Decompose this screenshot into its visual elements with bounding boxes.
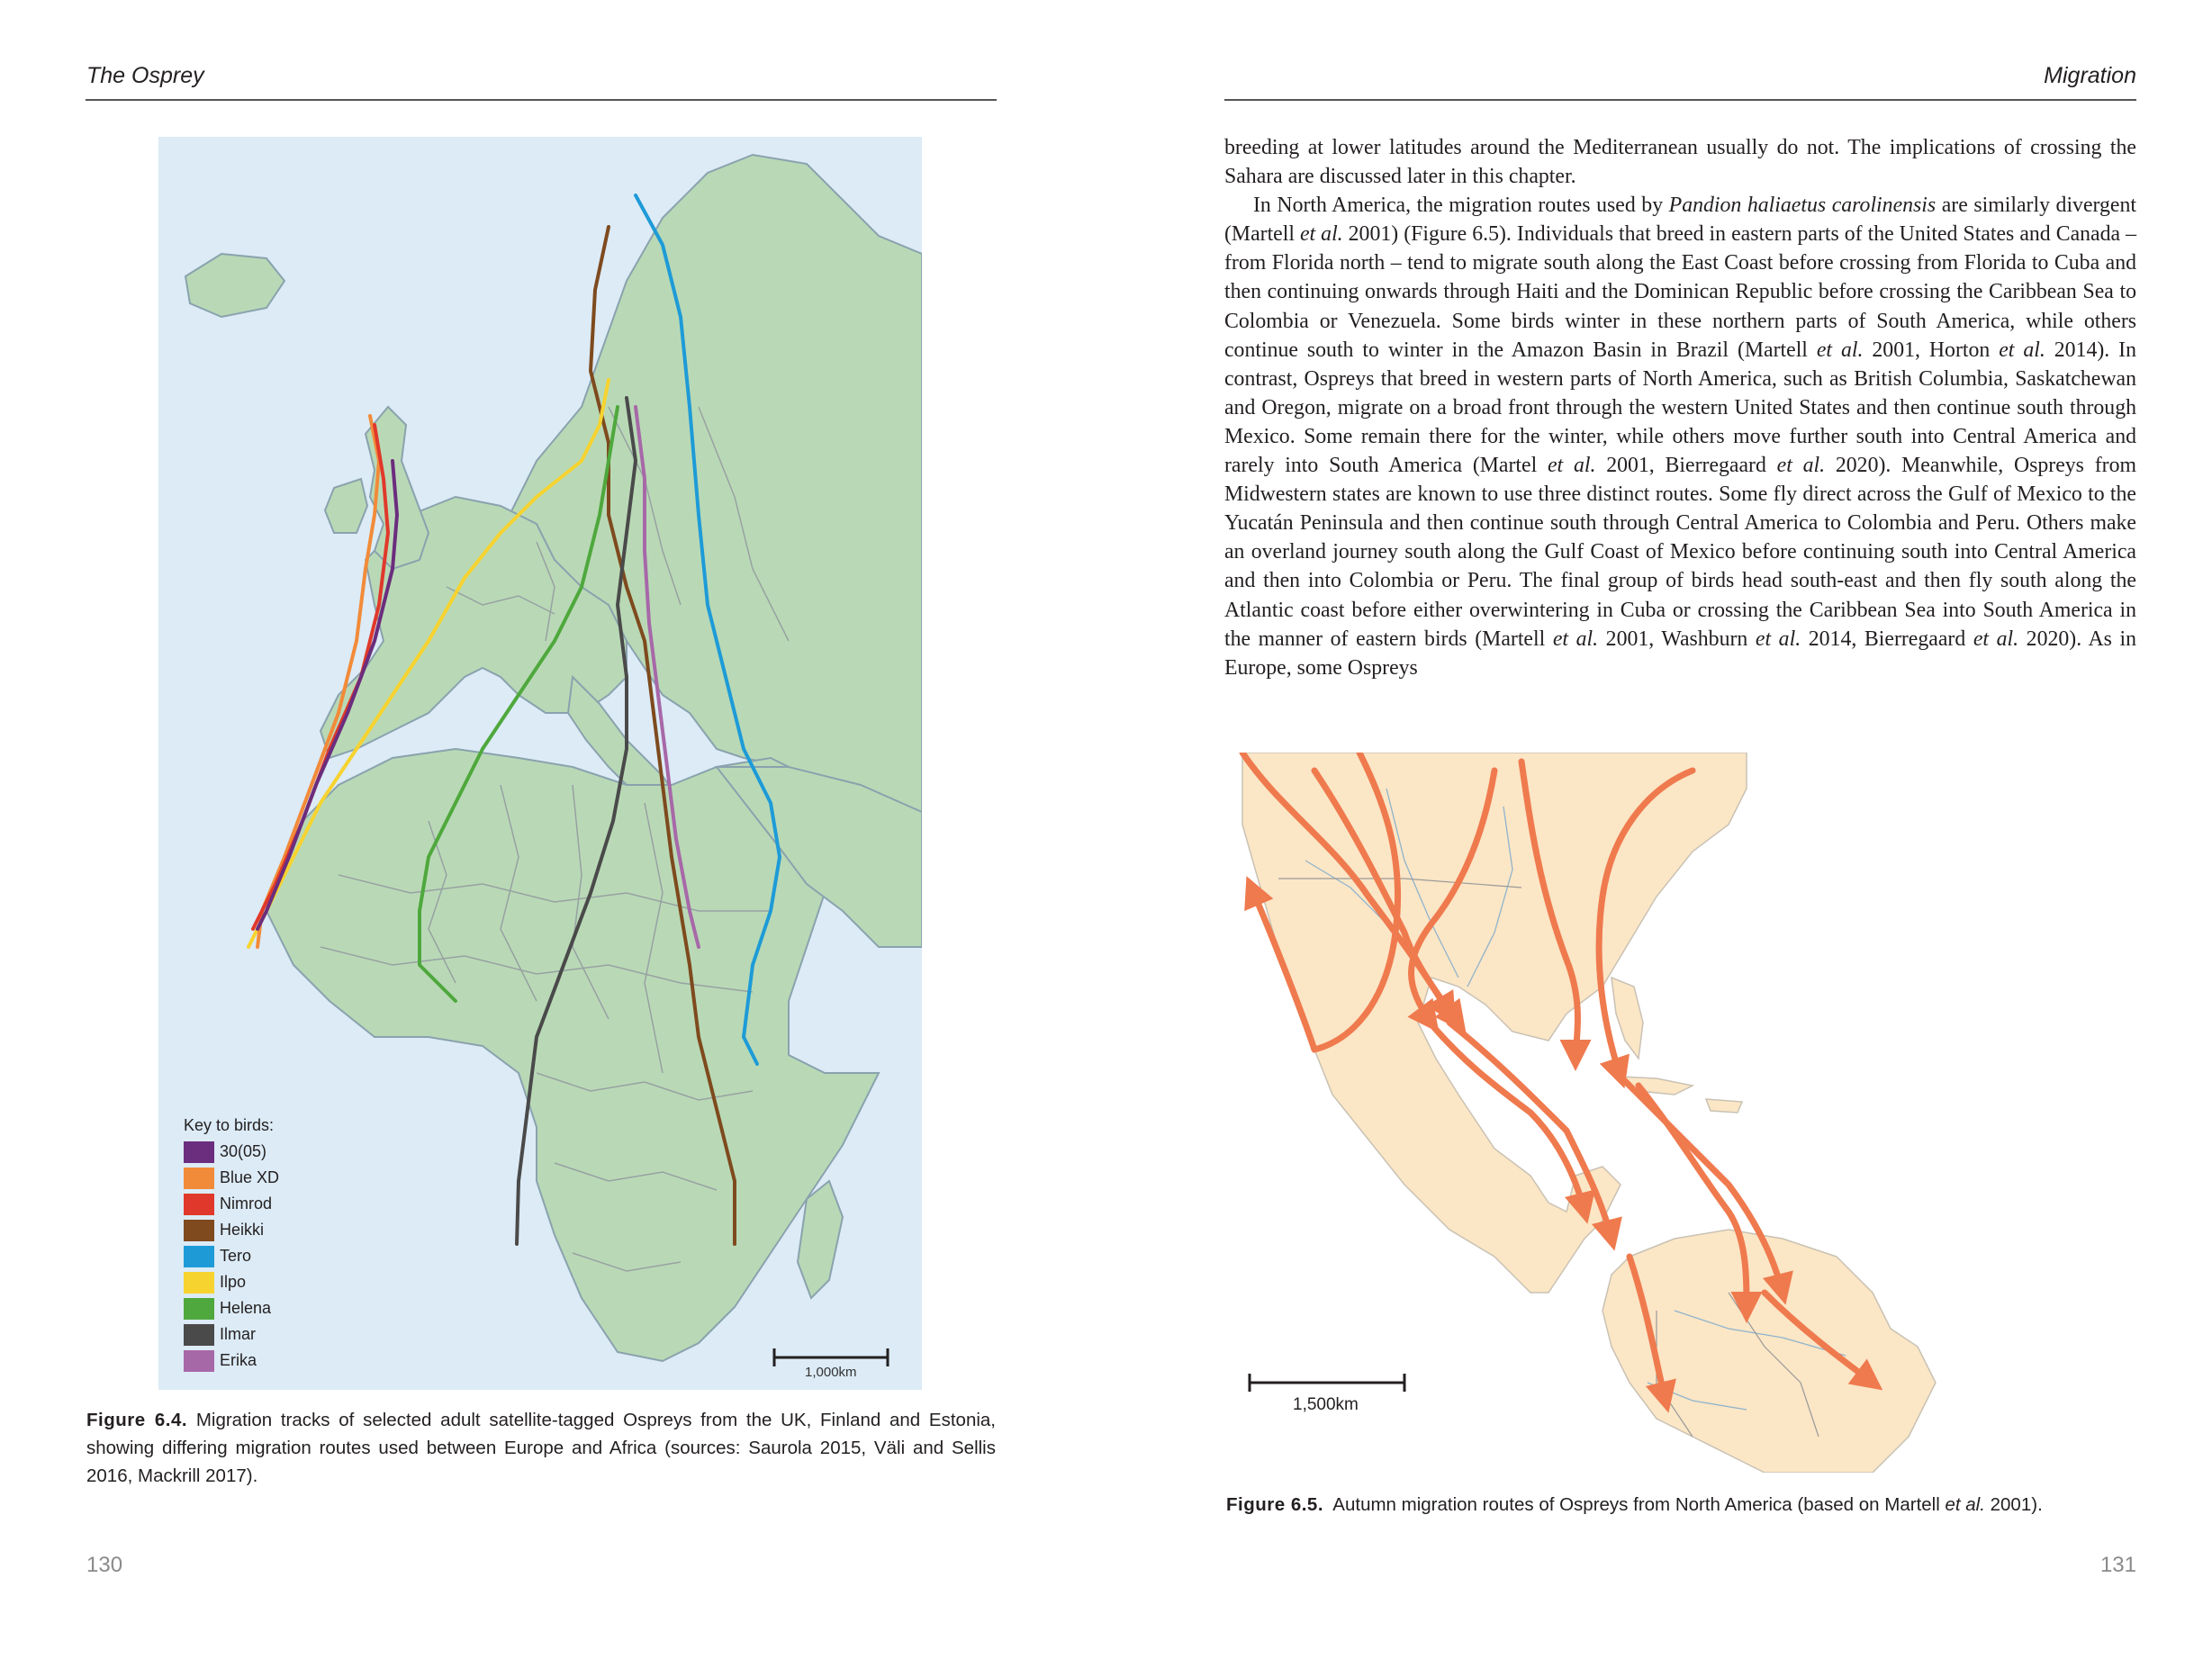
legend-label: Blue XD	[220, 1168, 280, 1186]
legend-label: Tero	[220, 1247, 252, 1265]
body-text	[1224, 133, 2136, 682]
legend-swatch	[184, 1298, 214, 1320]
legend-label: Erika	[220, 1351, 257, 1369]
italic-text: et al.	[1299, 222, 1343, 247]
figure-6-5-caption	[1226, 1491, 2138, 1519]
legend-label: Nimrod	[220, 1195, 273, 1213]
legend-swatch	[184, 1141, 214, 1163]
legend-swatch	[184, 1324, 214, 1346]
text-run: 2020). As in Europe, some Ospreys	[1224, 627, 2137, 680]
italic-text: et al.	[1973, 627, 2019, 651]
land-florida	[1612, 978, 1643, 1059]
text-run: are similarly divergent (Martell	[1224, 194, 2136, 247]
running-head-right: Migration	[2044, 63, 2136, 88]
legend-items	[184, 1139, 279, 1374]
legend-label: 30(05)	[220, 1142, 267, 1160]
figure-6-5-map	[1224, 753, 2143, 1473]
legend-label: Heikki	[220, 1221, 265, 1239]
italic-text: et al.	[1816, 338, 1864, 362]
figure-6-5-caption-text-2: 2001).	[1984, 1494, 2043, 1515]
scale-bar-1500km	[1250, 1374, 1404, 1392]
text-run: 2001, Washburn	[1598, 627, 1756, 651]
page-number-right: 131	[2099, 1553, 2136, 1577]
text-run: 2014, Bierregaard	[1801, 627, 1973, 651]
italic-text: et al.	[1776, 454, 1826, 478]
scale-label-1000km: 1,000km	[805, 1365, 857, 1380]
text-run: 2001, Horton	[1863, 338, 2000, 362]
paragraph-2	[1224, 191, 2136, 682]
map-legend	[184, 1116, 279, 1374]
legend-item	[184, 1191, 279, 1217]
paragraph-1: breeding at lower latitudes around the Mediterranean usually do not. The implications of crossing the Sahara are discussed later in this chapter.	[1224, 136, 2136, 189]
legend-item	[184, 1139, 279, 1165]
legend-label: Ilmar	[220, 1325, 256, 1343]
legend-item	[184, 1321, 279, 1348]
figure-6-4-caption	[86, 1406, 996, 1490]
scale-label-1500km: 1,500km	[1293, 1395, 1359, 1414]
legend-item	[184, 1295, 279, 1321]
italic-text: et al.	[1755, 627, 1801, 651]
legend-item	[184, 1217, 279, 1243]
italic-text: et al.	[1999, 338, 2045, 362]
legend-swatch	[184, 1246, 214, 1267]
legend-swatch	[184, 1272, 214, 1294]
text-run: 2001) (Figure 6.5). Individuals that breed in eastern parts of the United States and Canada – from Florida north – tend to migrate south along the East Coast before crossing from Florida to Cuba and then continuing onwards through Haiti and the Dominican Republic before crossing the Caribbean Sea to Colombia or Venezuela. Some birds winter in these northern parts of South America, while others continue south to winter in the Amazon Basin in Brazil (Martell	[1224, 222, 2136, 362]
italic-text: et al.	[1547, 454, 1596, 478]
italic-text: et al.	[1552, 627, 1599, 651]
land-hispaniola	[1706, 1099, 1742, 1113]
americas-land	[1242, 753, 1936, 1473]
italic-text: Pandion haliaetus carolinensis	[1668, 194, 1937, 218]
figure-6-5-caption-text-italic: et al.	[1945, 1494, 1985, 1515]
legend-swatch	[184, 1220, 214, 1241]
header-rule-right	[1224, 99, 2136, 101]
figure-6-4-label: Figure 6.4.	[86, 1410, 188, 1430]
legend-title: Key to birds:	[184, 1116, 275, 1134]
legend-item	[184, 1348, 279, 1374]
figure-6-4-caption-text: Migration tracks of selected adult satellite-tagged Ospreys from the UK, Finland and Estonia, showing differing migration routes used between Europe and Africa (sources: Saurola 2015, Väli and Sellis 2016, Mackrill 2017).	[86, 1410, 997, 1486]
text-run: 2014). In contrast, Ospreys that breed in western parts of North America, such as British Columbia, Saskatchewan and Oregon, migrate on a broad front through the western United States and then continue south through Mexico. Some remain there for the winter, while others move further south into Central America and rarely into South America (Martel	[1224, 338, 2136, 478]
legend-item	[184, 1243, 279, 1269]
legend-label: Ilpo	[220, 1273, 247, 1291]
legend-item	[184, 1269, 279, 1295]
legend-swatch	[184, 1350, 214, 1372]
running-head-left: The Osprey	[86, 63, 204, 88]
text-run: 2001, Bierregaard	[1595, 454, 1777, 478]
header-rule-left	[86, 99, 997, 101]
americas-map-svg	[1224, 753, 2143, 1473]
figure-6-5-caption-text-1: Autumn migration routes of Ospreys from North America (based on Martell	[1332, 1494, 1946, 1515]
legend-swatch	[184, 1168, 214, 1189]
legend-swatch	[184, 1194, 214, 1215]
legend-item	[184, 1165, 279, 1191]
figure-6-4-map	[158, 137, 922, 1390]
page-number-left: 130	[86, 1553, 123, 1577]
text-run: 2020). Meanwhile, Ospreys from Midwestern states are known to use three distinct routes. Some fly direct across the Gulf of Mexico to the Yucatán Peninsula and then continue south through Central America to Colombia and Peru. Others make an overland journey south along the Gulf Coast of Mexico before continuing south into Central America and then into Colombia or Peru. The final group of birds head south-east and then fly south along the Atlantic coast before either overwintering in Cuba or crossing the Caribbean Sea into South America in the manner of eastern birds (Martell	[1224, 454, 2136, 651]
text-run: In North America, the migration routes used by	[1253, 194, 1669, 218]
figure-6-5-label: Figure 6.5.	[1226, 1494, 1324, 1515]
legend-label: Helena	[220, 1299, 272, 1317]
